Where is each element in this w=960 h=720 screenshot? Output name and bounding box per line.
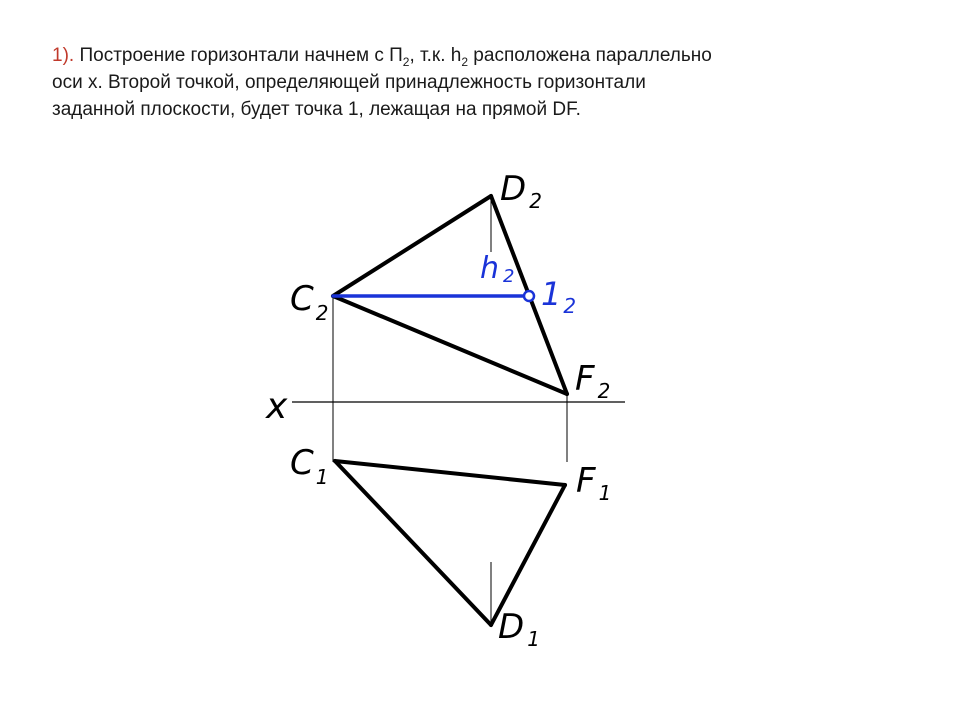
label-d1: D $_1$	[498, 607, 540, 651]
edge-f1-d1	[491, 485, 565, 625]
text-part: расположена параллельно	[468, 45, 712, 66]
text-part: , т.к. h	[409, 45, 462, 66]
label-c1: C $_1$	[290, 443, 329, 489]
label-c2: C $_2$	[290, 279, 329, 325]
step-number: 1).	[52, 45, 75, 66]
edge-c2-f2	[333, 296, 567, 394]
label-d2: D $_2$	[500, 169, 542, 213]
edge-c1-d1	[335, 461, 491, 625]
text-line-3: заданной плоскости, будет точка 1, лежащая на прямой DF.	[52, 99, 581, 120]
text-part: Построение горизонтали начнем с П	[74, 45, 403, 66]
label-h2: h 2	[480, 251, 515, 287]
edge-c2-d2	[333, 196, 491, 296]
edge-c1-f1	[335, 461, 565, 485]
label-x-axis: x	[266, 386, 288, 427]
text-line-2: оси х. Второй точкой, определяющей принадлежность горизонтали	[52, 72, 646, 93]
label-f1: F $_1$	[576, 461, 612, 505]
label-1-2: 1 $_2$	[541, 275, 577, 318]
point-1-2	[524, 291, 534, 301]
text-subscript: 2	[461, 54, 469, 69]
label-f2: F $_2$	[575, 359, 611, 403]
text-subscript: 2	[402, 54, 410, 69]
